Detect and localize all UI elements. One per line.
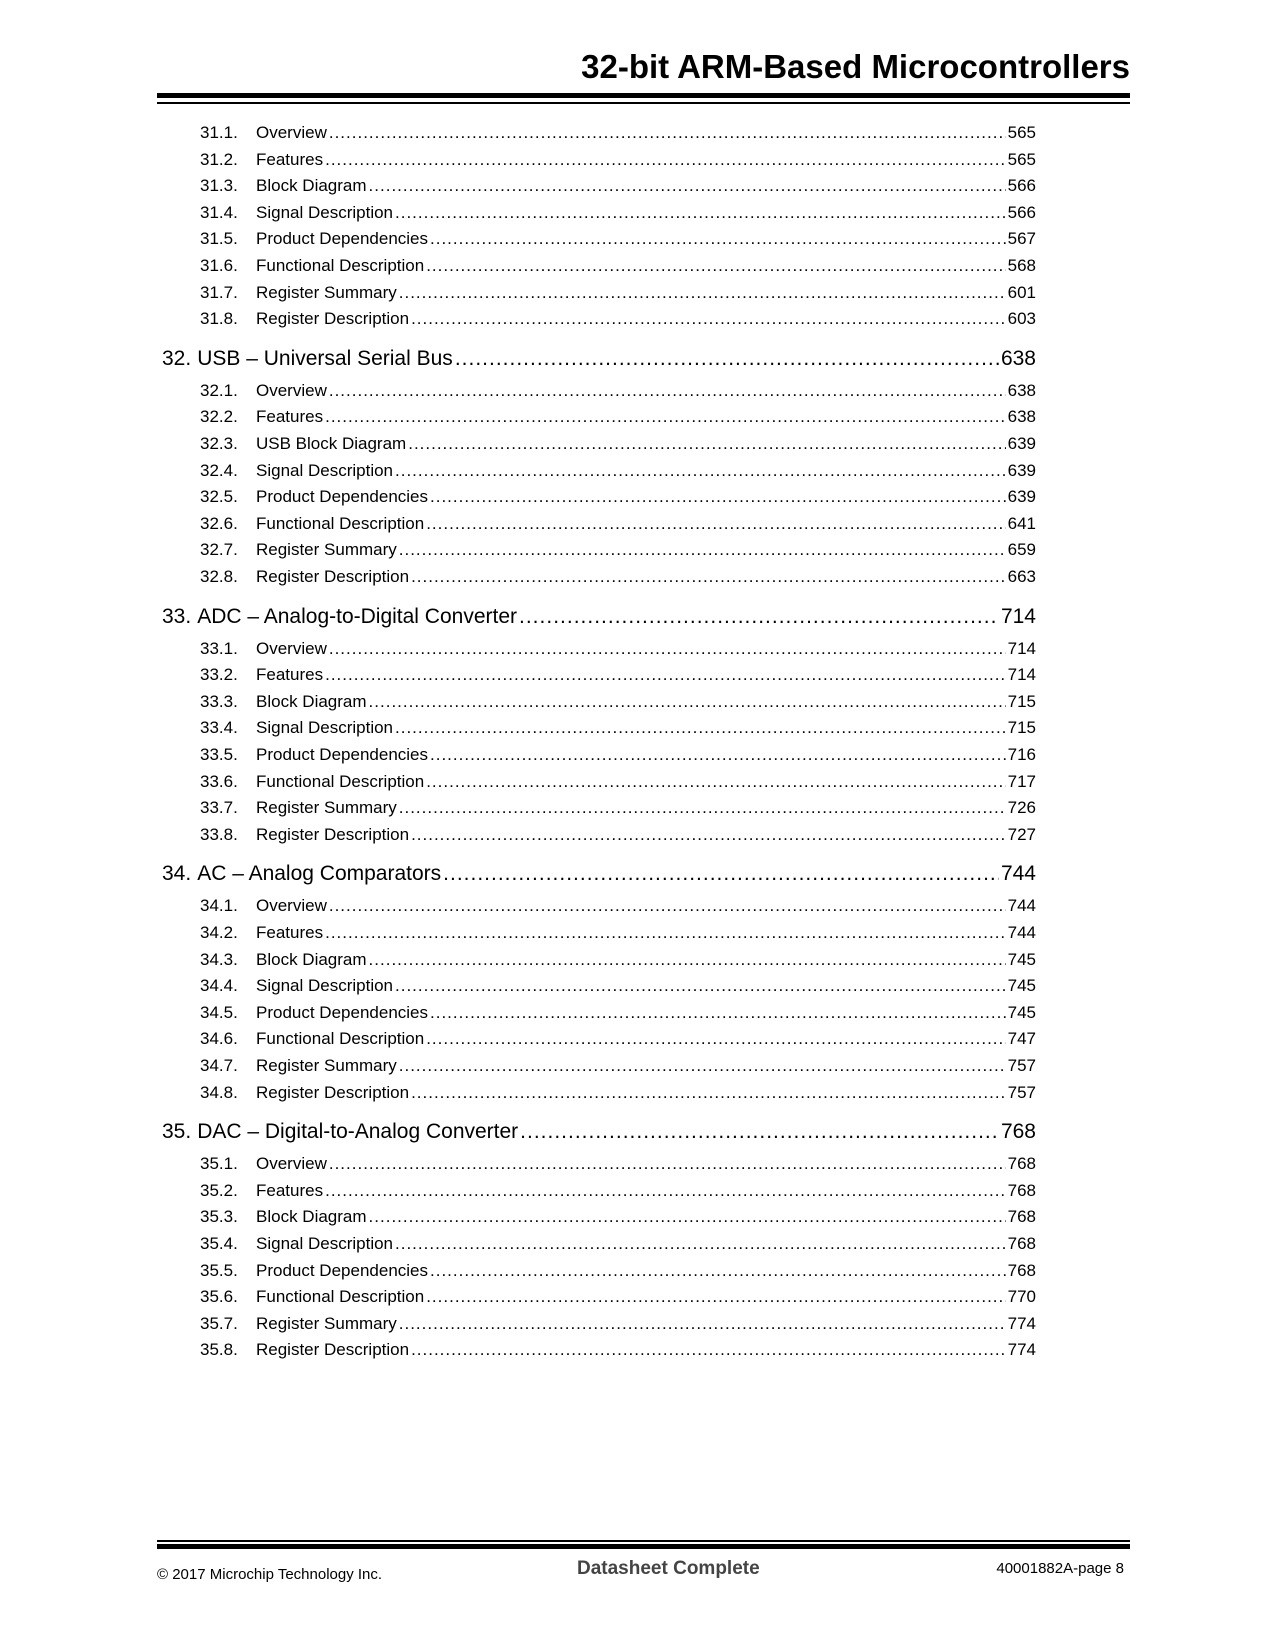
toc-section-number: 31.1. [200, 123, 238, 142]
toc-section-entry[interactable] [200, 540, 1036, 560]
toc-chapter-entry[interactable] [162, 1120, 1036, 1144]
footer-copyright: © 2017 Microchip Technology Inc. [157, 1566, 383, 1583]
toc-section-number: 33.6. [200, 771, 238, 791]
toc-dot-leader [399, 1056, 1006, 1076]
toc-dot-leader [426, 256, 1005, 276]
toc-dot-leader [520, 1120, 999, 1144]
toc-section-title: Overview [256, 638, 327, 658]
toc-section-number: 31.6. [200, 256, 238, 275]
toc-section-number: 34.1. [200, 896, 238, 916]
toc-section-entry[interactable] [200, 825, 1036, 845]
toc-section-title: Overview [256, 123, 327, 142]
toc-section-page: 566 [1007, 202, 1036, 222]
toc-dot-leader [426, 772, 1005, 792]
toc-section-page: 744 [1007, 896, 1036, 916]
toc-chapter-title: AC – Analog Comparators [197, 862, 442, 886]
toc-section-title: Product Dependencies [256, 745, 429, 764]
toc-section-page: 768 [1007, 1260, 1036, 1280]
toc-section-title: Functional Description [256, 513, 425, 533]
toc-section-number: 31.5. [200, 229, 238, 249]
toc-section-title: Register Summary [256, 798, 397, 818]
footer-rule-thick [157, 1544, 1130, 1549]
toc-chapter-title: ADC – Analog-to-Digital Converter [197, 604, 518, 628]
toc-section-page: 639 [1007, 487, 1036, 507]
toc-section-entry[interactable] [200, 1003, 1036, 1023]
toc-section-number: 31.8. [200, 309, 238, 329]
toc-section-title: USB Block Diagram [256, 434, 407, 453]
toc-section-number: 33.2. [200, 665, 238, 685]
toc-chapter-entry[interactable] [162, 605, 1036, 629]
toc-section-number: 32.8. [200, 567, 238, 586]
toc-chapter-number: 32. [162, 346, 192, 370]
toc-section-title: Functional Description [256, 771, 425, 791]
toc-section-page: 768 [1007, 1180, 1036, 1200]
toc-section-number: 34.3. [200, 949, 238, 969]
toc-section-entry[interactable] [200, 309, 1036, 329]
toc-section-entry[interactable] [200, 665, 1036, 685]
toc-section-entry[interactable] [200, 229, 1036, 249]
toc-section-number: 31.4. [200, 202, 238, 222]
toc-section-title: Block Diagram [256, 691, 367, 711]
toc-dot-leader [426, 1287, 1005, 1307]
toc-dot-leader [369, 692, 1006, 712]
toc-section-number: 35.7. [200, 1313, 238, 1333]
toc-section-page: 639 [1007, 460, 1036, 480]
toc-section-number: 35.8. [200, 1340, 238, 1360]
toc-section-page: 717 [1007, 771, 1036, 791]
toc-dot-leader [395, 718, 1006, 738]
toc-section-entry[interactable] [200, 487, 1036, 507]
toc-dot-leader [325, 923, 1006, 943]
toc-section-entry[interactable] [200, 1056, 1036, 1076]
toc-section-page: 747 [1007, 1029, 1036, 1049]
toc-dot-leader [430, 229, 1006, 249]
toc-section-title: Product Dependencies [256, 229, 429, 249]
toc-section-number: 35.3. [200, 1207, 238, 1227]
toc-dot-leader [329, 896, 1006, 916]
toc-section-number: 33.1. [200, 638, 238, 658]
toc-section-number: 34.7. [200, 1056, 238, 1075]
toc-dot-leader [519, 605, 999, 629]
toc-dot-leader [399, 540, 1006, 560]
toc-section-page: 757 [1007, 1056, 1036, 1075]
toc-section-page: 659 [1007, 540, 1036, 560]
toc-section-title: Register Summary [256, 1056, 397, 1075]
toc-section-page: 757 [1007, 1082, 1036, 1102]
toc-section-title: Functional Description [256, 256, 425, 275]
toc-section-entry[interactable] [200, 150, 1036, 170]
toc-section-title: Register Description [256, 309, 410, 329]
toc-dot-leader [411, 1083, 1006, 1103]
toc-section-entry[interactable] [200, 1154, 1036, 1174]
header-rule-thin [157, 102, 1130, 104]
toc-section-page: 768 [1007, 1207, 1036, 1227]
toc-section-title: Features [256, 665, 324, 685]
toc-chapter-entry[interactable] [162, 347, 1036, 371]
toc-section-page: 565 [1007, 123, 1036, 142]
toc-section-title: Overview [256, 380, 327, 400]
toc-section-page: 774 [1007, 1313, 1036, 1333]
toc-chapter-page: 638 [1000, 346, 1036, 370]
toc-section-number: 35.4. [200, 1234, 238, 1253]
toc-section-number: 31.2. [200, 149, 238, 169]
toc-section-title: Features [256, 407, 324, 427]
toc-dot-leader [395, 461, 1006, 481]
toc-dot-leader [411, 309, 1006, 329]
toc-section-number: 34.8. [200, 1082, 238, 1102]
toc-section-entry[interactable] [200, 923, 1036, 943]
toc-chapter-page: 768 [1000, 1120, 1036, 1144]
toc-dot-leader [430, 487, 1006, 507]
toc-section-page: 567 [1007, 229, 1036, 249]
toc-section-entry[interactable] [200, 1181, 1036, 1201]
toc-section-page: 716 [1007, 745, 1036, 764]
toc-section-entry[interactable] [200, 639, 1036, 659]
toc-dot-leader [430, 1261, 1006, 1281]
toc-section-title: Features [256, 149, 324, 169]
toc-section-number: 34.2. [200, 923, 238, 942]
footer-doc-type: Datasheet Complete [577, 1558, 760, 1579]
toc-section-title: Signal Description [256, 202, 394, 222]
toc-section-entry[interactable] [200, 203, 1036, 223]
toc-section-page: 715 [1007, 691, 1036, 711]
toc-section-page: 714 [1007, 638, 1036, 658]
toc-section-entry[interactable] [200, 896, 1036, 916]
toc-section-title: Register Summary [256, 1313, 397, 1333]
toc-section-entry[interactable] [200, 1340, 1036, 1360]
toc-section-entry[interactable] [200, 976, 1036, 996]
toc-dot-leader [455, 347, 999, 371]
toc-section-entry[interactable] [200, 256, 1036, 276]
toc-dot-leader [430, 745, 1006, 765]
toc-chapter-page: 714 [1000, 604, 1036, 628]
toc-section-entry[interactable] [200, 1234, 1036, 1254]
toc-dot-leader [369, 1207, 1006, 1227]
toc-section-entry[interactable] [200, 772, 1036, 792]
toc-section-number: 35.1. [200, 1154, 238, 1174]
toc-section-page: 565 [1007, 149, 1036, 169]
toc-dot-leader [411, 1340, 1006, 1360]
toc-section-title: Register Description [256, 1340, 410, 1360]
toc-section-entry[interactable] [200, 1083, 1036, 1103]
toc-dot-leader [325, 1181, 1006, 1201]
toc-section-title: Product Dependencies [256, 487, 429, 507]
toc-section-title: Overview [256, 896, 327, 916]
toc-dot-leader [395, 976, 1006, 996]
toc-section-number: 33.7. [200, 798, 238, 818]
toc-section-number: 32.5. [200, 487, 238, 507]
toc-section-number: 34.6. [200, 1029, 238, 1049]
toc-dot-leader [411, 825, 1006, 845]
toc-section-number: 34.5. [200, 1002, 238, 1022]
toc-dot-leader [329, 381, 1006, 401]
toc-section-entry[interactable] [200, 798, 1036, 818]
toc-section-entry[interactable] [200, 514, 1036, 534]
toc-section-entry[interactable] [200, 381, 1036, 401]
toc-section-page: 715 [1007, 718, 1036, 738]
toc-section-title: Features [256, 923, 324, 942]
toc-section-number: 35.5. [200, 1260, 238, 1280]
toc-section-page: 768 [1007, 1234, 1036, 1253]
toc-section-entry[interactable] [200, 176, 1036, 196]
toc-section-title: Functional Description [256, 1029, 425, 1049]
toc-section-number: 32.4. [200, 460, 238, 480]
toc-section-page: 714 [1007, 665, 1036, 685]
toc-section-entry[interactable] [200, 745, 1036, 765]
footer-rule-thin [157, 1540, 1130, 1542]
toc-section-entry[interactable] [200, 1314, 1036, 1334]
toc-chapter-entry[interactable] [162, 862, 1036, 886]
toc-section-title: Block Diagram [256, 949, 367, 969]
toc-section-title: Register Description [256, 1082, 410, 1102]
toc-section-page: 641 [1007, 513, 1036, 533]
toc-section-page: 774 [1007, 1340, 1036, 1360]
toc-section-entry[interactable] [200, 1029, 1036, 1049]
toc-dot-leader [443, 862, 999, 886]
toc-chapter-number: 33. [162, 604, 192, 628]
toc-section-title: Product Dependencies [256, 1260, 429, 1280]
toc-section-number: 34.4. [200, 976, 238, 996]
toc-dot-leader [426, 514, 1005, 534]
toc-dot-leader [369, 950, 1006, 970]
toc-section-title: Overview [256, 1154, 327, 1174]
toc-section-title: Signal Description [256, 718, 394, 738]
toc-section-title: Signal Description [256, 1234, 394, 1253]
toc-section-page: 745 [1007, 976, 1036, 996]
toc-section-number: 32.6. [200, 513, 238, 533]
toc-section-title: Register Summary [256, 540, 397, 560]
toc-section-entry[interactable] [200, 718, 1036, 738]
toc-dot-leader [395, 203, 1006, 223]
toc-section-entry[interactable] [200, 692, 1036, 712]
toc-section-entry[interactable] [200, 1287, 1036, 1307]
footer-page-number: 40001882A-page 8 [996, 1560, 1124, 1577]
toc-dot-leader [325, 665, 1006, 685]
toc-dot-leader [430, 1003, 1006, 1023]
toc-dot-leader [329, 123, 1006, 143]
toc-section-entry[interactable] [200, 461, 1036, 481]
toc-section-page: 568 [1007, 256, 1036, 275]
toc-section-page: 768 [1007, 1154, 1036, 1174]
toc-section-number: 32.7. [200, 540, 238, 560]
toc-chapter-number: 35. [162, 1120, 192, 1144]
toc-section-entry[interactable] [200, 1261, 1036, 1281]
toc-section-title: Register Description [256, 567, 410, 586]
toc-section-page: 727 [1007, 824, 1036, 844]
toc-chapter-page: 744 [1000, 862, 1036, 886]
toc-section-number: 32.3. [200, 434, 238, 453]
toc-dot-leader [399, 1314, 1006, 1334]
toc-dot-leader [325, 407, 1006, 427]
toc-section-page: 745 [1007, 949, 1036, 969]
toc-section-entry[interactable] [200, 567, 1036, 587]
toc-section-entry[interactable] [200, 434, 1036, 454]
toc-section-entry[interactable] [200, 1207, 1036, 1227]
toc-section-page: 744 [1007, 923, 1036, 942]
toc-section-page: 638 [1007, 407, 1036, 427]
toc-section-page: 638 [1007, 380, 1036, 400]
toc-section-entry[interactable] [200, 123, 1036, 143]
toc-section-title: Functional Description [256, 1287, 425, 1307]
toc-section-page: 663 [1007, 567, 1036, 586]
toc-section-title: Features [256, 1180, 324, 1200]
toc-dot-leader [325, 150, 1006, 170]
toc-dot-leader [329, 639, 1006, 659]
toc-section-number: 32.1. [200, 380, 238, 400]
header-rule-thick [157, 93, 1130, 98]
toc-dot-leader [408, 434, 1005, 454]
toc-dot-leader [395, 1234, 1006, 1254]
toc-section-number: 32.2. [200, 407, 238, 427]
toc-section-number: 35.6. [200, 1287, 238, 1307]
toc-section-page: 566 [1007, 176, 1036, 196]
toc-section-number: 33.3. [200, 691, 238, 711]
page-header-title: 32-bit ARM-Based Microcontrollers [581, 48, 1130, 85]
toc-chapter-title: DAC – Digital-to-Analog Converter [197, 1120, 519, 1144]
toc-dot-leader [426, 1029, 1005, 1049]
toc-section-entry[interactable] [200, 407, 1036, 427]
toc-section-page: 770 [1007, 1287, 1036, 1307]
toc-section-title: Block Diagram [256, 1207, 367, 1227]
toc-dot-leader [329, 1154, 1006, 1174]
toc-section-title: Product Dependencies [256, 1002, 429, 1022]
toc-dot-leader [399, 283, 1006, 303]
toc-section-entry[interactable] [200, 950, 1036, 970]
toc-dot-leader [411, 567, 1006, 587]
toc-section-title: Signal Description [256, 460, 394, 480]
toc-section-number: 33.8. [200, 824, 238, 844]
toc-section-number: 31.3. [200, 176, 238, 196]
toc-chapter-number: 34. [162, 862, 192, 886]
toc-dot-leader [399, 798, 1006, 818]
toc-section-entry[interactable] [200, 283, 1036, 303]
toc-section-title: Register Description [256, 824, 410, 844]
toc-section-page: 639 [1007, 434, 1036, 453]
toc-section-title: Register Summary [256, 282, 397, 302]
toc-section-number: 33.4. [200, 718, 238, 738]
toc-section-number: 35.2. [200, 1180, 238, 1200]
toc-section-title: Block Diagram [256, 176, 367, 196]
toc-section-page: 726 [1007, 798, 1036, 818]
toc-section-page: 603 [1007, 309, 1036, 329]
toc-section-title: Signal Description [256, 976, 394, 996]
toc-section-number: 33.5. [200, 745, 238, 764]
toc-section-number: 31.7. [200, 282, 238, 302]
toc-section-page: 745 [1007, 1002, 1036, 1022]
toc-chapter-title: USB – Universal Serial Bus [197, 346, 453, 370]
toc-section-page: 601 [1007, 282, 1036, 302]
toc-dot-leader [369, 176, 1006, 196]
